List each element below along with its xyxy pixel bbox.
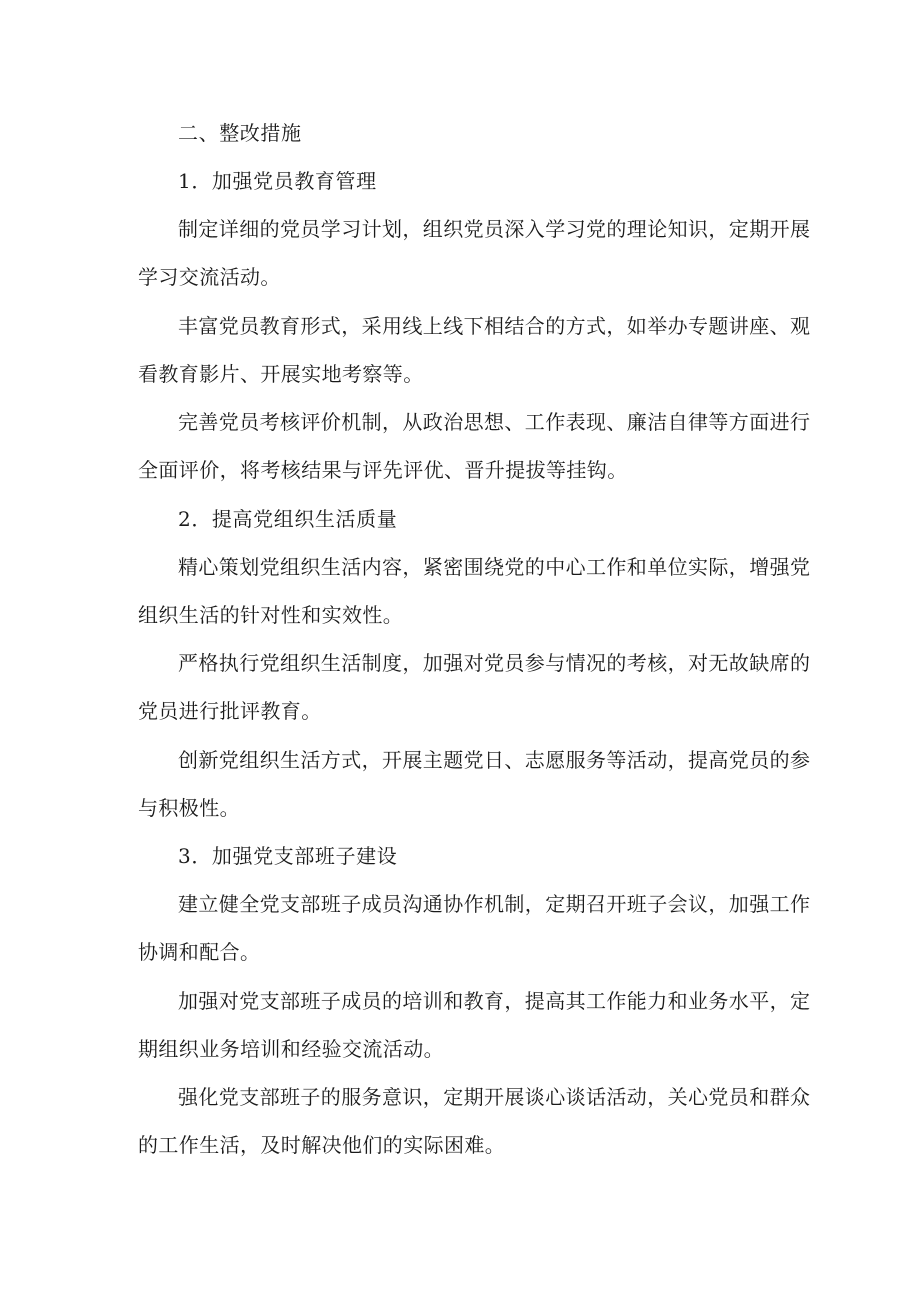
paragraph-line: 的工作生活，及时解决他们的实际困难。	[138, 1133, 506, 1157]
paragraph-line: 学习交流活动。	[138, 265, 281, 289]
item-heading-2: 2．提高党组织生活质量	[178, 507, 398, 531]
paragraph-line: 全面评价，将考核结果与评先评优、晋升提拔等挂钩。	[138, 458, 628, 482]
paragraph-line: 加强对党支部班子成员的培训和教育，提高其工作能力和业务水平，定	[178, 989, 811, 1013]
paragraph-line: 严格执行党组织生活制度，加强对党员参与情况的考核，对无故缺席的	[178, 651, 811, 675]
paragraph-line: 完善党员考核评价机制，从政治思想、工作表现、廉洁自律等方面进行	[178, 410, 811, 434]
paragraph-line: 协调和配合。	[138, 940, 261, 964]
paragraph-line: 党员进行批评教育。	[138, 699, 322, 723]
paragraph-line: 期组织业务培训和经验交流活动。	[138, 1037, 444, 1061]
item-heading-1: 1．加强党员教育管理	[178, 169, 377, 193]
paragraph-line: 强化党支部班子的服务意识，定期开展谈心谈话活动，关心党员和群众	[178, 1085, 811, 1109]
paragraph-line: 看教育影片、开展实地考察等。	[138, 362, 424, 386]
section-title: 二、整改措施	[178, 121, 302, 145]
paragraph-line: 组织生活的针对性和实效性。	[138, 603, 404, 627]
paragraph-line: 丰富党员教育形式，采用线上线下相结合的方式，如举办专题讲座、观	[178, 314, 811, 338]
paragraph-line: 精心策划党组织生活内容，紧密围绕党的中心工作和单位实际，增强党	[178, 555, 811, 579]
paragraph-line: 建立健全党支部班子成员沟通协作机制，定期召开班子会议，加强工作	[178, 892, 811, 916]
item-heading-3: 3．加强党支部班子建设	[178, 844, 398, 868]
paragraph-line: 与积极性。	[138, 796, 240, 820]
paragraph-line: 制定详细的党员学习计划，组织党员深入学习党的理论知识，定期开展	[178, 217, 811, 241]
paragraph-line: 创新党组织生活方式，开展主题党日、志愿服务等活动，提高党员的参	[178, 748, 811, 772]
